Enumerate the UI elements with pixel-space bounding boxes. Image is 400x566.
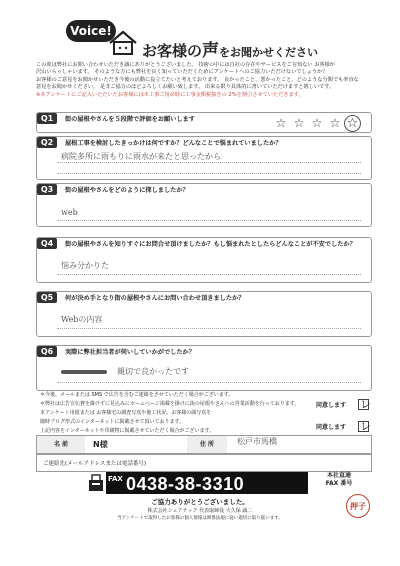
handwritten-answer: Webの内容 [61,315,103,324]
question-badge: Q3 [37,184,57,195]
note-line: ＊今後、メールまたは SMS で広告を含むご連絡をさせていただく場合がございます。 [40,392,234,398]
question-text: 何が決め手となり街の屋根やさんにお問い合わせ頂きましたか？ [65,295,245,302]
name-value[interactable]: N様 [93,440,108,449]
question-badge: Q5 [37,292,57,303]
fax-machine-icon [88,474,104,492]
fax-note-line: 本社直通 [326,472,351,479]
rating-stars [272,112,361,132]
question-5 [36,291,372,337]
house-icon [108,30,138,56]
question-4 [36,237,372,283]
agree-label: 同意します [316,424,347,431]
check-mark: レ [360,398,371,411]
handwritten-answer: 病院多所に雨もりに雨水が来たと思ったから [61,152,221,161]
agree-checkbox[interactable] [358,421,369,432]
question-6 [36,345,372,391]
handwritten-answer: 悩み分かりた [61,261,109,270]
star-3[interactable]: ☆ [311,116,323,130]
answer-line [57,173,361,174]
address-value[interactable]: 松戸市馬橋 [237,437,277,446]
question-badge: Q1 [37,113,57,124]
answer-line [57,274,361,275]
answer-line [57,328,361,329]
question-badge: Q6 [37,346,57,357]
question-text: 街の屋根やさんを知りすぐにお問合せ頂けましたか？もし悩まれたとしたらどんなことが不安でしたか？ [65,241,356,248]
fax-note-line: FAX 番号 [325,480,353,487]
redacted-name [61,370,107,374]
name-label: 名 前 [37,436,85,453]
star-4[interactable]: ☆ [329,116,341,130]
note-line: 本アンケート用紙または お客様宅の調査写真や施工状況、お客様の顔写真を [40,410,212,416]
question-3 [36,183,372,227]
star-5-selected[interactable]: ☆ [344,115,361,132]
intro-line: 沢山いらっしゃいます。 そのような方にも弊社を良く知っていただくためにアンケートへのご協力いただけないでしょうか？ [36,69,328,76]
title-part-c: をお聞かせください [219,46,319,59]
note-line: ＊弊社は広告宣伝費を掛けずに見込みにホームページ掲載を掛けに街の屋根やさんへの営業活動を行っております。 [40,401,300,407]
answer-line [57,220,361,221]
question-badge: Q4 [37,238,57,249]
question-text: 屋根工事を検討したきっかけは何ですか？どんなことで悩まれていましたか？ [65,140,282,147]
intro-text [36,62,376,99]
check-mark: レ [360,420,371,433]
address-label: 住 所 [187,436,227,453]
fax-bar [106,472,308,494]
fax-number: 0438-38-3310 [126,474,245,494]
note-line: 上記内容をインターネットや印刷物に掲載させていただく場合がございます。 [40,428,215,434]
note-line: 随時ブログ形式のインターネットに掲載させて頂いております。 [40,419,185,425]
fax-label: FAX [108,475,123,483]
thanks-text: ご協力ありがとうございました。 [151,498,249,506]
question-1 [36,112,372,133]
company-name: 株式会社シェアテック 代表取締役 大久保 誠二 [147,508,253,514]
fax-note [312,472,366,488]
seal-stamp: 押子 [346,494,370,518]
privacy-note: 当アンケートで取得したお客様の個人情報は関係法規に従い適切に取り扱います。 [117,516,283,521]
handwritten-answer: web [61,208,78,217]
notes [40,391,350,436]
handwritten-answer: 親切で良かったです [117,367,189,376]
voice-badge: Voice! [66,20,116,42]
question-badge: Q2 [37,137,57,148]
agree-checkbox[interactable] [358,399,369,410]
answer-line [57,382,361,383]
intro-line: 意見をお聞かせください。 是非ご協力のほどよろしくお願い致します。 出来る限り具体的に書いていただけますと嬉しいです。 [36,84,335,91]
intro-line: お客様のご意見をお聞かせいただき今後の活動に役立てたいと考えております。 良かったこと、悪かったこと、どのような分類でも率直な [36,76,359,83]
contact-label: ご連絡先(メールアドレスまたは電話番号) [43,461,147,467]
star-1[interactable]: ☆ [275,116,287,130]
name-address-row [36,435,372,454]
page-title [142,36,318,61]
question-2 [36,136,372,180]
agree-label: 同意します [316,402,347,409]
question-text: 街の屋根やさんをどのように探しましたか？ [65,187,189,194]
intro-line: この度は弊社にお問い合わせいただき誠にありがとうございました。 技術の中には自社の存在やサービスをご存知ない お客様が [36,62,335,68]
answer-line [57,162,361,163]
contact-row[interactable] [36,454,372,472]
title-part-b: 声 [202,41,220,61]
discount-note: ※本アンケートにご記入いただいたお客様には本工事ご用命時に工事金額税抜きの 2%を割引させていただきます。 [36,91,304,98]
star-2[interactable]: ☆ [293,116,305,130]
title-part-a: お客様の [142,42,203,60]
handwritten-answer-row [61,366,189,377]
question-text: 街の屋根やさんを５段階で評価をお願いします [65,116,195,123]
question-text: 実際に弊社担当者が伺いしていかがでしたか？ [65,349,195,356]
